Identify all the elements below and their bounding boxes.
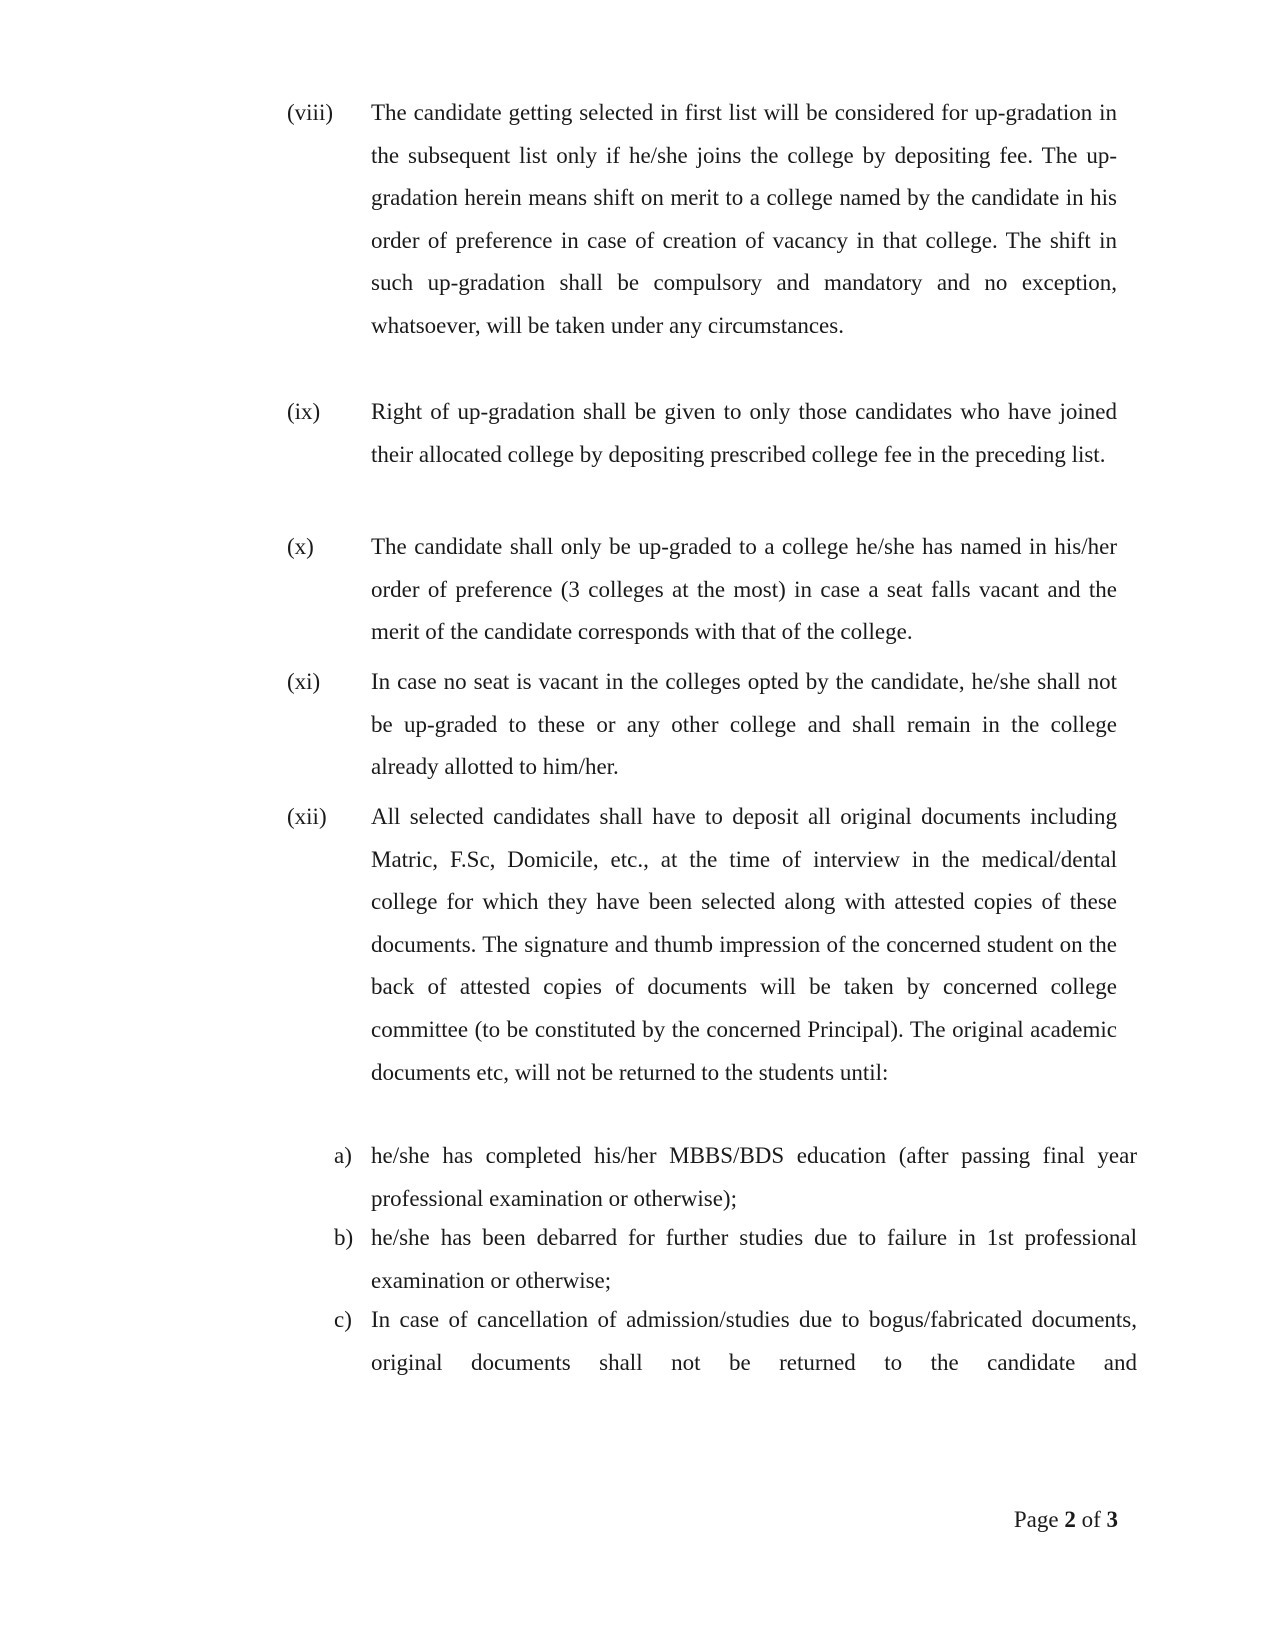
clause-number: (xi) [287, 669, 321, 694]
page-number-middle: of [1075, 1507, 1107, 1532]
page-number [1014, 1505, 1118, 1535]
page-number-prefix: Page [1013, 1507, 1065, 1532]
subclause-letter: b) [334, 1225, 354, 1250]
subclause-letter: a) [334, 1143, 352, 1168]
subclause-text: In case of cancellation of admission/studies due to bogus/fabricated documents, original documents shall not be returned to the candidate and [371, 1307, 1137, 1375]
clause-text: In case no seat is vacant in the colleges opted by the candidate, he/she shall not be up-graded to these or any other college and shall remain in the college already allotted to him/her. [371, 669, 1117, 780]
clause-text: All selected candidates shall have to deposit all original documents including Matric, F.Sc, Domicile, etc., at the time of interview in the medical/dental college for which they have been selected along with attested copies of these documents. The signature and thumb impression of the concerned student on the back of attested copies of documents will be taken by concerned college committee (to be constituted by the concerned Principal). The original academic documents etc, will not be returned to the students until: [371, 804, 1117, 1085]
clause-text: Right of up-gradation shall be given to only those candidates who have joined their allocated college by depositing prescribed college fee in the preceding list. [371, 399, 1117, 467]
page-number-total: 3 [1106, 1507, 1118, 1532]
clause-number: (xii) [287, 804, 327, 829]
clause-text: The candidate getting selected in first list will be considered for up-gradation in the subsequent list only if he/she joins the college by depositing fee. The up-gradation herein means shift on merit to a college named by the candidate in his order of preference in case of creation of vacancy in that college. The shift in such up-gradation shall be compulsory and mandatory and no exception, whatsoever, will be taken under any circumstances. [371, 100, 1117, 338]
clause-number: (ix) [287, 399, 321, 424]
clause-number: (viii) [287, 100, 333, 125]
subclause-text: he/she has completed his/her MBBS/BDS education (after passing final year professional examination or otherwise); [371, 1143, 1137, 1211]
clause-number: (x) [287, 534, 314, 559]
subclause-letter: c) [334, 1307, 352, 1332]
page-number-current: 2 [1064, 1507, 1076, 1532]
subclause-text: he/she has been debarred for further studies due to failure in 1st professional examination or otherwise; [371, 1225, 1137, 1293]
clause-text: The candidate shall only be up-graded to a college he/she has named in his/her order of preference (3 colleges at the most) in case a seat falls vacant and the merit of the candidate corresponds with that of the college. [371, 534, 1117, 645]
